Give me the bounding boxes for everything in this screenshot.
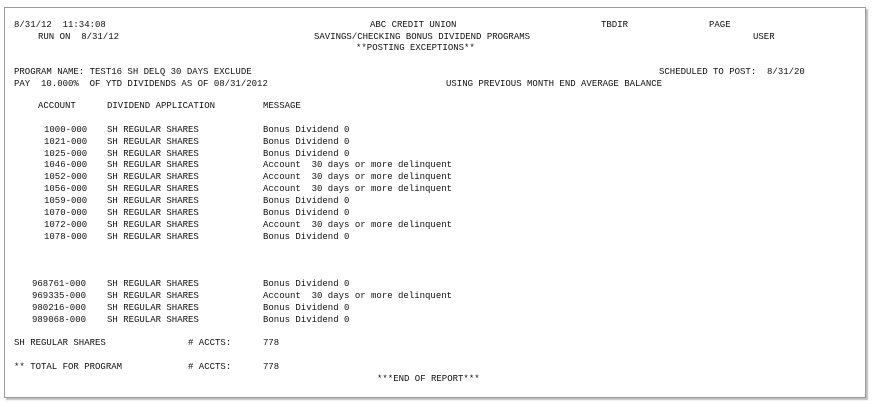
exception-message: Account 30 days or more delinquent [263,184,453,194]
exception-message: Bonus Dividend 0 [263,232,350,242]
account-number: 1025-000 [44,149,88,159]
column-header-dividend-application: DIVIDEND APPLICATION [107,101,216,111]
page-label: PAGE [709,20,731,30]
dividend-application: SH REGULAR SHARES [107,303,199,313]
exception-message: Bonus Dividend 0 [263,149,350,159]
account-number: 1078-000 [44,232,88,242]
account-number: 980216-000 [32,303,87,313]
program-accts-value: 778 [263,362,280,372]
report-title: SAVINGS/CHECKING BONUS DIVIDEND PROGRAMS [314,32,531,42]
end-of-report: ***END OF REPORT*** [377,374,480,384]
exception-message: Bonus Dividend 0 [263,303,350,313]
report-datetime: 8/31/12 11:34:08 [14,20,106,30]
column-header-account: ACCOUNT [38,101,76,111]
exception-message: Account 30 days or more delinquent [263,220,453,230]
group-accts-value: 778 [263,338,280,348]
dividend-application: SH REGULAR SHARES [107,232,199,242]
account-number: 969335-000 [32,291,87,301]
account-number: 989068-000 [32,315,87,325]
exception-message: Bonus Dividend 0 [263,208,350,218]
column-header-message: MESSAGE [263,101,301,111]
account-number: 1021-000 [44,137,88,147]
exception-message: Bonus Dividend 0 [263,196,350,206]
dividend-application: SH REGULAR SHARES [107,291,199,301]
account-number: 968761-000 [32,279,87,289]
exception-message: Account 30 days or more delinquent [263,291,453,301]
exception-message: Bonus Dividend 0 [263,125,350,135]
dividend-application: SH REGULAR SHARES [107,172,199,182]
dividend-application: SH REGULAR SHARES [107,137,199,147]
balance-method-note: USING PREVIOUS MONTH END AVERAGE BALANCE [446,79,663,89]
exception-message: Account 30 days or more delinquent [263,160,453,170]
exception-message: Bonus Dividend 0 [263,315,350,325]
dividend-application: SH REGULAR SHARES [107,208,199,218]
run-on-date: RUN ON 8/31/12 [38,32,120,42]
organization-name: ABC CREDIT UNION [370,20,457,30]
account-number: 1000-000 [44,125,88,135]
dividend-application: SH REGULAR SHARES [107,196,199,206]
account-number: 1059-000 [44,196,88,206]
dividend-application: SH REGULAR SHARES [107,184,199,194]
exception-message: Account 30 days or more delinquent [263,172,453,182]
report-subtitle: **POSTING EXCEPTIONS** [356,43,475,53]
group-total-label: SH REGULAR SHARES [14,338,106,348]
account-number: 1046-000 [44,160,88,170]
pay-percentage: PAY 10.000% OF YTD DIVIDENDS AS OF 08/31/2012 [14,79,268,89]
program-total-label: ** TOTAL FOR PROGRAM [14,362,123,372]
dividend-application: SH REGULAR SHARES [107,149,199,159]
dividend-application: SH REGULAR SHARES [107,220,199,230]
group-accts-label: # ACCTS: [188,338,232,348]
report-id: TBDIR [601,20,629,30]
dividend-application: SH REGULAR SHARES [107,160,199,170]
account-number: 1070-000 [44,208,88,218]
exception-message: Bonus Dividend 0 [263,279,350,289]
program-name: PROGRAM NAME: TEST16 SH DELQ 30 DAYS EXCLUDE [14,67,252,77]
account-number: 1052-000 [44,172,88,182]
dividend-application: SH REGULAR SHARES [107,315,199,325]
dividend-application: SH REGULAR SHARES [107,125,199,135]
account-number: 1056-000 [44,184,88,194]
account-number: 1072-000 [44,220,88,230]
user-label: USER [753,32,775,42]
scheduled-to-post: SCHEDULED TO POST: 8/31/20 [659,67,805,77]
program-accts-label: # ACCTS: [188,362,232,372]
exception-message: Bonus Dividend 0 [263,137,350,147]
dividend-application: SH REGULAR SHARES [107,279,199,289]
